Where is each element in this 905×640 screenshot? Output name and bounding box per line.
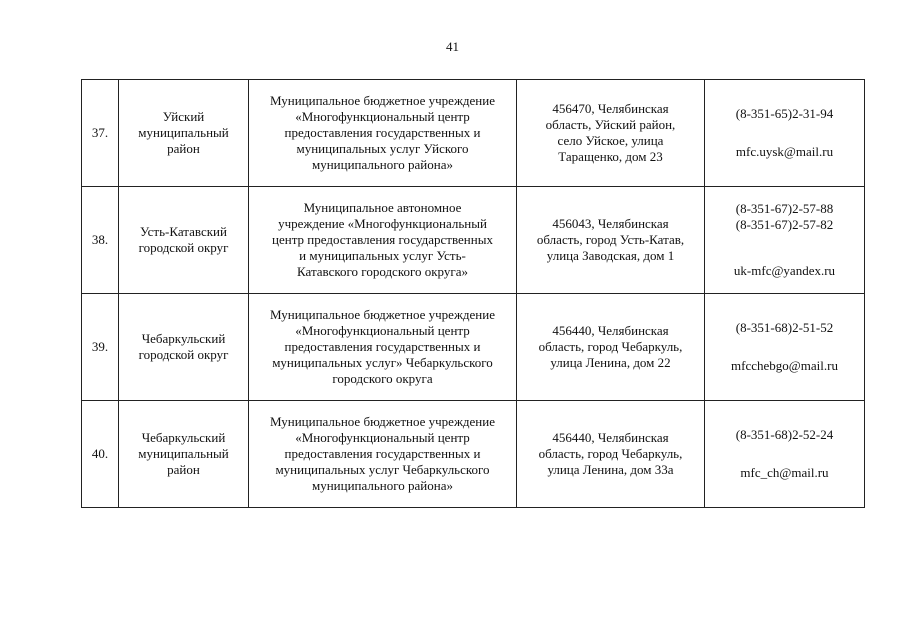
email-address[interactable]: mfc.uysk@mail.ru bbox=[735, 144, 834, 159]
row-number-cell bbox=[82, 401, 119, 508]
page-number: 41 bbox=[446, 39, 459, 54]
phone-number: (8-351-67)2-57-82 bbox=[735, 217, 834, 232]
institution-name-line: муниципального района» bbox=[312, 157, 453, 172]
email-address[interactable]: uk-mfc@yandex.ru bbox=[733, 263, 836, 278]
institution-name-line: предоставления государственных и bbox=[284, 125, 481, 140]
address-line: Таращенко, дом 23 bbox=[558, 149, 663, 164]
institution-name-line: Муниципальное бюджетное учреждение bbox=[270, 307, 495, 322]
institution-name-line: учреждение «Многофункциональный bbox=[278, 216, 487, 231]
institution-name-line: муниципальных услуг Уйского bbox=[296, 141, 469, 156]
institution-cell bbox=[249, 401, 517, 508]
institution-name-line: и муниципальных услуг Усть- bbox=[299, 248, 466, 263]
row-number: 40. bbox=[91, 446, 109, 461]
district-name-line: Усть-Катавский bbox=[140, 224, 227, 239]
address-line: область, город Чебаркуль, bbox=[538, 446, 683, 461]
district-cell bbox=[119, 401, 249, 508]
institution-cell bbox=[249, 187, 517, 294]
institution-cell bbox=[249, 80, 517, 187]
address-line: 456470, Челябинская bbox=[552, 101, 669, 116]
table-row bbox=[82, 80, 865, 187]
contact-spacer bbox=[708, 233, 861, 263]
institution-name-line: Муниципальное бюджетное учреждение bbox=[270, 414, 495, 429]
table-row bbox=[82, 294, 865, 401]
email-address[interactable]: mfc_ch@mail.ru bbox=[740, 465, 829, 480]
row-number-cell bbox=[82, 187, 119, 294]
institution-name-line: муниципального района» bbox=[312, 478, 453, 493]
district-cell bbox=[119, 294, 249, 401]
contact-cell bbox=[705, 80, 865, 187]
phone-number: (8-351-65)2-31-94 bbox=[735, 106, 834, 121]
contact-spacer bbox=[708, 122, 861, 144]
institution-name-line: «Многофункциональный центр bbox=[295, 109, 470, 124]
institution-cell bbox=[249, 294, 517, 401]
address-cell bbox=[517, 294, 705, 401]
institution-name-line: «Многофункциональный центр bbox=[295, 430, 470, 445]
district-name-line: Уйский bbox=[162, 109, 205, 124]
district-cell bbox=[119, 187, 249, 294]
institution-name-line: Муниципальное бюджетное учреждение bbox=[270, 93, 495, 108]
address-line: село Уйское, улица bbox=[557, 133, 664, 148]
institution-name-line: предоставления государственных и bbox=[284, 446, 481, 461]
phone-number: (8-351-68)2-51-52 bbox=[735, 320, 834, 335]
district-name-line: муниципальный bbox=[138, 125, 229, 140]
address-line: улица Ленина, дом 33а bbox=[547, 462, 674, 477]
district-name-line: район bbox=[167, 462, 200, 477]
district-name-line: городской округ bbox=[138, 347, 229, 362]
district-name-line: Чебаркульский bbox=[141, 331, 226, 346]
institution-name-line: муниципальных услуг Чебаркульского bbox=[275, 462, 490, 477]
table-body bbox=[82, 80, 865, 508]
row-number: 37. bbox=[91, 125, 109, 140]
district-name-line: муниципальный bbox=[138, 446, 229, 461]
address-line: область, Уйский район, bbox=[545, 117, 676, 132]
address-line: 456043, Челябинская bbox=[552, 216, 669, 231]
address-line: улица Ленина, дом 22 bbox=[550, 355, 671, 370]
contact-cell bbox=[705, 187, 865, 294]
contact-spacer bbox=[708, 443, 861, 465]
address-line: 456440, Челябинская bbox=[552, 323, 669, 338]
address-cell bbox=[517, 401, 705, 508]
address-cell bbox=[517, 80, 705, 187]
address-line: область, город Чебаркуль, bbox=[538, 339, 683, 354]
contact-spacer bbox=[708, 336, 861, 358]
district-cell bbox=[119, 80, 249, 187]
institution-name-line: муниципальных услуг» Чебаркульского bbox=[272, 355, 493, 370]
institution-name-line: Муниципальное автономное bbox=[303, 200, 462, 215]
district-name-line: район bbox=[167, 141, 200, 156]
phone-number: (8-351-68)2-52-24 bbox=[735, 427, 834, 442]
address-cell bbox=[517, 187, 705, 294]
address-line: 456440, Челябинская bbox=[552, 430, 669, 445]
contact-cell bbox=[705, 401, 865, 508]
row-number-cell bbox=[82, 80, 119, 187]
address-line: улица Заводская, дом 1 bbox=[546, 248, 675, 263]
district-name-line: Чебаркульский bbox=[141, 430, 226, 445]
institution-name-line: Катавского городского округа» bbox=[297, 264, 468, 279]
phone-number: (8-351-67)2-57-88 bbox=[735, 201, 834, 216]
table-row bbox=[82, 187, 865, 294]
row-number: 38. bbox=[91, 232, 109, 247]
district-name-line: городской округ bbox=[138, 240, 229, 255]
table-row bbox=[82, 401, 865, 508]
contact-cell bbox=[705, 294, 865, 401]
email-address[interactable]: mfcchebgo@mail.ru bbox=[731, 358, 838, 373]
row-number: 39. bbox=[91, 339, 109, 354]
mfc-table bbox=[81, 79, 865, 508]
institution-name-line: центр предоставления государственных bbox=[272, 232, 493, 247]
institution-name-line: предоставления государственных и bbox=[284, 339, 481, 354]
row-number-cell bbox=[82, 294, 119, 401]
address-line: область, город Усть-Катав, bbox=[536, 232, 685, 247]
institution-name-line: «Многофункциональный центр bbox=[295, 323, 470, 338]
institution-name-line: городского округа bbox=[332, 371, 433, 386]
